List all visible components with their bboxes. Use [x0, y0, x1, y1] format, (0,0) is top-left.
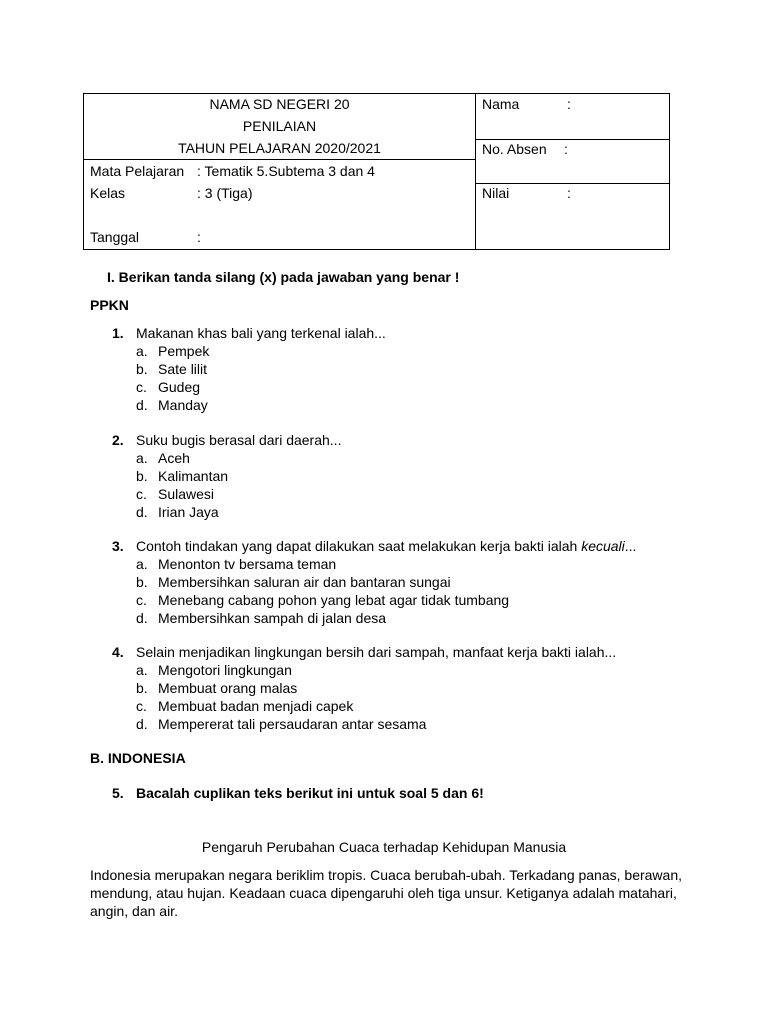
question-text: Suku bugis berasal dari daerah... — [136, 432, 342, 448]
option-text[interactable]: Kalimantan — [158, 468, 229, 484]
question-text — [136, 537, 636, 555]
subject-label: Mata Pelajaran — [90, 163, 185, 179]
option-text[interactable]: Menebang cabang pohon yang lebat agar tidak tumbang — [158, 592, 510, 608]
option-letter: c. — [136, 698, 147, 714]
reading-line: mendung, atau hujan. Keadaan cuaca dipengaruhi oleh tiga unsur. Ketiganya adalah matahari, — [90, 885, 677, 901]
option-letter: a. — [136, 450, 148, 466]
reading-line: Indonesia merupakan negara beriklim tropis. Cuaca berubah-ubah. Terkadang panas, berawan, — [90, 867, 683, 883]
question-text: Bacalah cuplikan teks berikut ini untuk soal 5 dan 6! — [136, 785, 484, 801]
score-label: Nilai — [482, 185, 510, 201]
option-letter: b. — [136, 468, 148, 484]
option-text[interactable]: Pempek — [158, 343, 210, 359]
reading-paragraph — [90, 866, 690, 920]
question-text-main: Contoh tindakan yang dapat dilakukan saat melakukan kerja bakti ialah — [136, 538, 582, 554]
option-letter: c. — [136, 379, 147, 395]
question-number: 5. — [112, 785, 124, 801]
option-text[interactable]: Membuat badan menjadi capek — [158, 698, 354, 714]
reading-line: angin, dan air. — [90, 903, 178, 919]
class-value: : 3 (Tiga) — [197, 185, 253, 201]
header-table — [83, 93, 670, 250]
option-letter: d. — [136, 397, 148, 413]
option-text[interactable]: Manday — [158, 397, 208, 413]
option-letter: d. — [136, 504, 148, 520]
option-text[interactable]: Gudeg — [158, 379, 201, 395]
option-text[interactable]: Irian Jaya — [158, 504, 219, 520]
school-name: NAMA SD NEGERI 20 — [209, 96, 350, 112]
section-ppkn: PPKN — [90, 297, 129, 313]
score-field[interactable]: : — [567, 185, 571, 201]
question-text: Makanan khas bali yang terkenal ialah... — [136, 325, 386, 341]
academic-year: TAHUN PELAJARAN 2020/2021 — [178, 140, 381, 156]
option-text[interactable]: Sate lilit — [158, 361, 208, 377]
question-number: 4. — [112, 644, 124, 660]
date-label: Tanggal — [90, 229, 140, 245]
name-label: Nama — [482, 96, 520, 112]
option-letter: b. — [136, 574, 148, 590]
option-text[interactable]: Aceh — [158, 450, 190, 466]
option-letter: c. — [136, 486, 147, 502]
option-letter: b. — [136, 680, 148, 696]
option-letter: b. — [136, 361, 148, 377]
question-number: 1. — [112, 325, 124, 341]
option-text[interactable]: Membuat orang malas — [158, 680, 298, 696]
section-indonesia: B. INDONESIA — [90, 750, 186, 766]
subject-value: : Tematik 5.Subtema 3 dan 4 — [197, 163, 375, 179]
option-letter: a. — [136, 556, 148, 572]
option-text[interactable]: Sulawesi — [158, 486, 215, 502]
option-letter: a. — [136, 343, 148, 359]
absen-field[interactable]: : — [564, 141, 568, 157]
question-number: 2. — [112, 432, 124, 448]
option-letter: d. — [136, 610, 148, 626]
option-text[interactable]: Mempererat tali persaudaran antar sesama — [158, 716, 427, 732]
class-label: Kelas — [90, 185, 126, 201]
option-text[interactable]: Menonton tv bersama teman — [158, 556, 337, 572]
question-text-emphasis: kecuali — [581, 538, 625, 554]
question-text-end: ... — [624, 538, 637, 554]
name-field[interactable]: : — [567, 96, 571, 112]
option-text[interactable]: Membersihkan saluran air dan bantaran sungai — [158, 574, 451, 590]
date-value: : — [197, 229, 201, 245]
option-letter: d. — [136, 716, 148, 732]
option-text[interactable]: Mengotori lingkungan — [158, 662, 292, 678]
question-number: 3. — [112, 538, 124, 554]
option-text[interactable]: Membersihkan sampah di jalan desa — [158, 610, 387, 626]
table-divider-left — [84, 159, 475, 160]
reading-title: Pengaruh Perubahan Cuaca terhadap Kehidupan Manusia — [201, 839, 567, 855]
table-divider-vertical — [475, 94, 476, 249]
exam-title: PENILAIAN — [242, 118, 317, 134]
absen-label: No. Absen — [482, 141, 547, 157]
question-text: Selain menjadikan lingkungan bersih dari sampah, manfaat kerja bakti ialah... — [136, 644, 617, 660]
option-letter: c. — [136, 592, 147, 608]
instruction-heading: I. Berikan tanda silang (x) pada jawaban yang benar ! — [107, 269, 460, 285]
option-letter: a. — [136, 662, 148, 678]
